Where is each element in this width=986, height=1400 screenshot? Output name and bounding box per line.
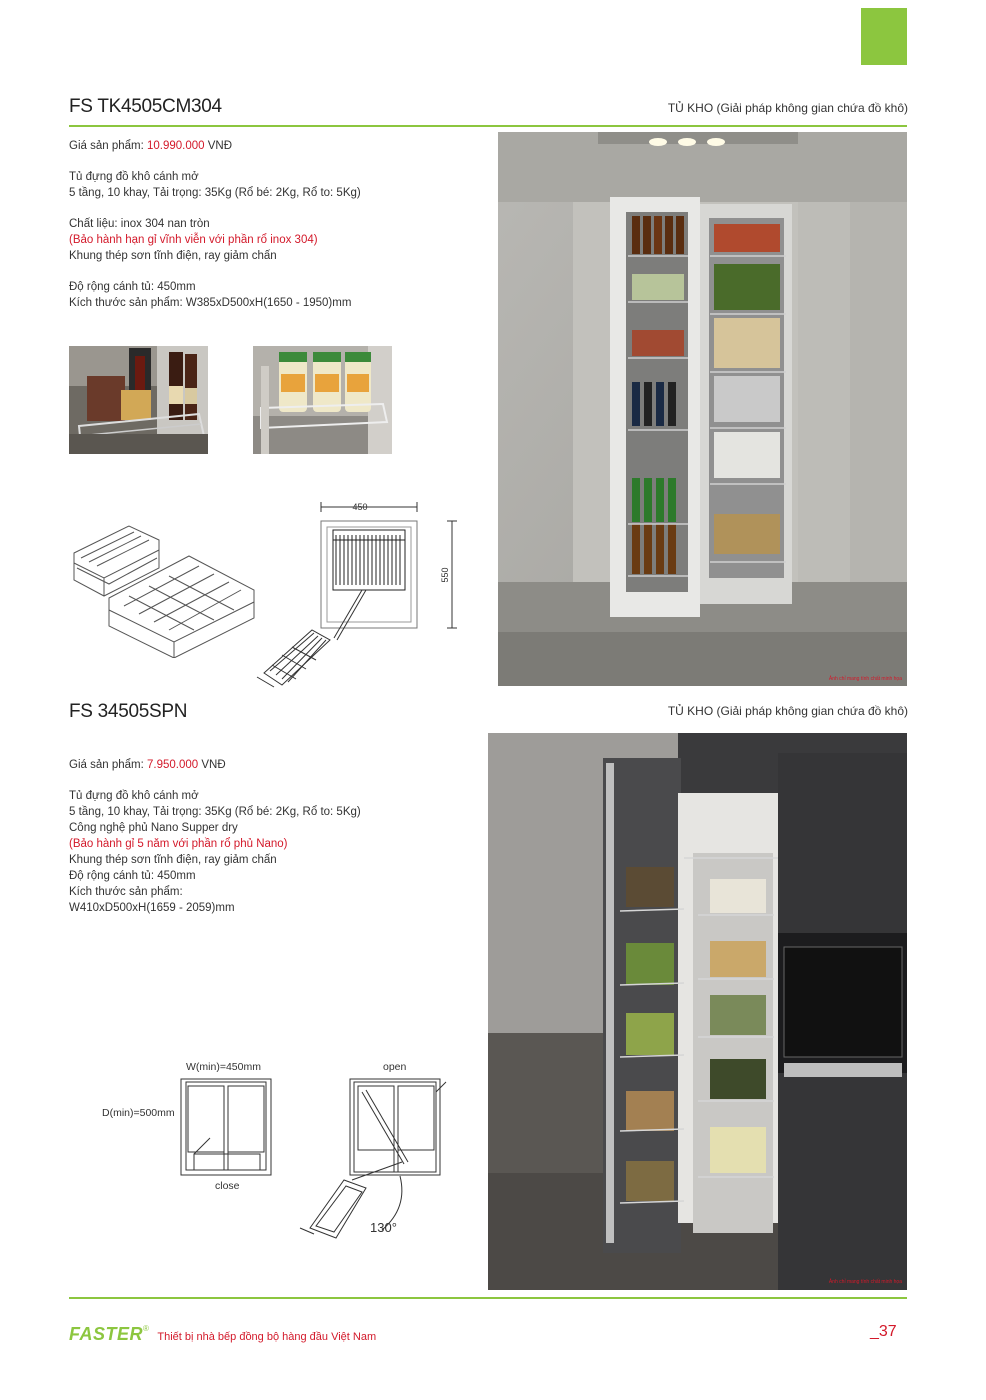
warranty-line: (Bảo hành gỉ 5 năm với phần rổ phủ Nano) bbox=[69, 838, 288, 850]
spec-line: Kích thước sản phẩm: W385xD500xH(1650 - 1950)mm bbox=[69, 297, 352, 309]
price-value: 10.990.000 bbox=[146, 140, 205, 152]
closed-diagram bbox=[180, 1078, 272, 1176]
spec-line: Tủ đựng đồ khô cánh mở bbox=[69, 171, 199, 183]
price-unit: VNĐ bbox=[198, 759, 226, 771]
width-min-label: W(min)=450mm bbox=[186, 1061, 261, 1073]
price-line bbox=[69, 757, 479, 773]
spec-line: W410xD500xH(1659 - 2059)mm bbox=[69, 902, 235, 914]
angle-label: 130° bbox=[370, 1220, 397, 1235]
footer-brand bbox=[69, 1324, 376, 1345]
spec-line: Chất liệu: inox 304 nan tròn bbox=[69, 218, 210, 230]
plan-drawing bbox=[252, 495, 467, 690]
photo-watermark: Ảnh chỉ mang tính chất minh họa bbox=[828, 676, 902, 682]
detail-photo-bottles bbox=[69, 346, 208, 454]
product-2-category: TỦ KHO (Giải pháp không gian chứa đồ khô) bbox=[667, 704, 908, 718]
basket-drawing bbox=[69, 518, 269, 658]
registered-mark: ® bbox=[143, 1324, 149, 1333]
brand-logo: FASTER bbox=[69, 1324, 144, 1344]
footer-divider bbox=[69, 1297, 907, 1299]
price-line bbox=[69, 138, 489, 154]
product-1-title: FS TK4505CM304 bbox=[69, 96, 222, 117]
product-2-photo bbox=[488, 733, 907, 1290]
spec-line: Độ rộng cánh tủ: 450mm bbox=[69, 870, 196, 882]
spec-line: Công nghệ phủ Nano Supper dry bbox=[69, 822, 238, 834]
spec-line: Độ rộng cánh tủ: 450mm bbox=[69, 281, 196, 293]
close-label: close bbox=[215, 1180, 240, 1192]
price-label: Giá sản phẩm: bbox=[69, 759, 147, 771]
spec-line: Khung thép sơn tĩnh điện, ray giảm chấn bbox=[69, 250, 277, 262]
spec-line: 5 tầng, 10 khay, Tải trọng: 35Kg (Rổ bé: 2Kg, Rổ to: 5Kg) bbox=[69, 806, 361, 818]
page-corner-tab bbox=[861, 8, 907, 65]
spec-line: Kích thước sản phẩm: bbox=[69, 886, 183, 898]
price-label: Giá sản phẩm: bbox=[69, 140, 147, 152]
depth-min-label: D(min)=500mm bbox=[102, 1107, 175, 1119]
dim-width-label: 450 bbox=[352, 502, 368, 512]
detail-photo-jars bbox=[253, 346, 392, 454]
spec-line: 5 tầng, 10 khay, Tải trọng: 35Kg (Rổ bé: 2Kg, Rổ to: 5Kg) bbox=[69, 187, 361, 199]
brand-tagline: Thiết bị nhà bếp đồng bộ hàng đầu Việt Nam bbox=[157, 1331, 377, 1343]
product-2-title: FS 34505SPN bbox=[69, 701, 188, 722]
price-unit: VNĐ bbox=[204, 140, 233, 152]
warranty-line: (Bảo hành hạn gỉ vĩnh viễn với phần rổ inox 304) bbox=[69, 234, 318, 246]
spec-line: Khung thép sơn tĩnh điện, ray giảm chấn bbox=[69, 854, 277, 866]
spec-line: Tủ đựng đồ khô cánh mở bbox=[69, 790, 199, 802]
product-1-specs bbox=[69, 138, 489, 311]
dim-depth-label: 550 bbox=[440, 567, 450, 583]
product-1-photo bbox=[498, 132, 907, 686]
product-1-category: TỦ KHO (Giải pháp không gian chứa đồ khô) bbox=[667, 101, 908, 115]
product-2-specs bbox=[69, 757, 479, 916]
photo-watermark: Ảnh chỉ mang tính chất minh họa bbox=[828, 1279, 902, 1285]
page-number: _37 bbox=[870, 1323, 897, 1340]
open-label: open bbox=[383, 1061, 407, 1073]
product-1-divider bbox=[69, 125, 907, 127]
price-value: 7.950.000 bbox=[146, 759, 199, 771]
